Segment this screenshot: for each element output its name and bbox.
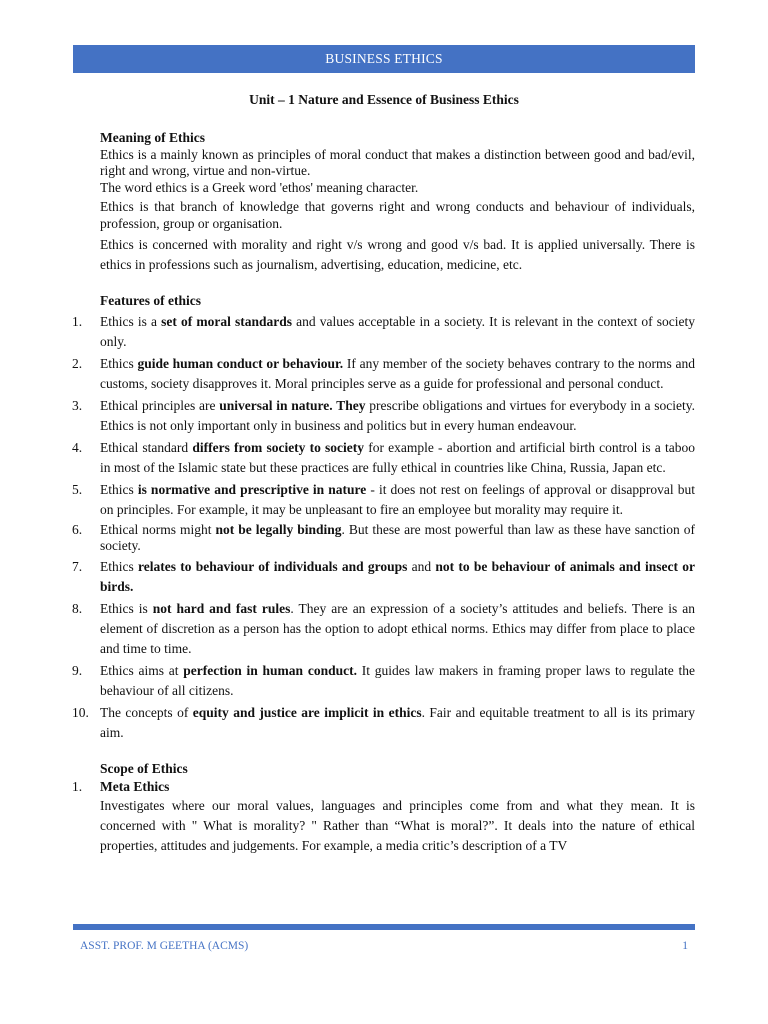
feature-emphasis: equity and justice are implicit in ethics [192, 704, 422, 720]
document-body [72, 130, 696, 858]
list-number: 1. [72, 313, 83, 329]
list-number: 7. [72, 558, 83, 574]
header-title: BUSINESS ETHICS [325, 51, 443, 66]
feature-emphasis: not to be behaviour of animals and insect or birds. [100, 558, 695, 594]
features-heading: Features of ethics [100, 293, 201, 308]
feature-item-2 [72, 354, 695, 394]
list-number: 1. [72, 779, 83, 794]
feature-text: Ethical norms might [100, 521, 216, 537]
feature-text: - it does not rest on feelings of approval or disapproval but on principles. For example, it may be unpleasant to fire an employee but morality may require it. [100, 481, 695, 517]
scope-heading: Scope of Ethics [100, 760, 188, 776]
feature-text: Ethics aims at [100, 662, 184, 678]
feature-text: prescribe obligations and virtues for everybody in a society. Ethics is not only important only in business and politics but in every human endeavour. [100, 397, 695, 433]
list-number: 4. [72, 439, 83, 455]
feature-text: Ethics is [100, 600, 153, 616]
feature-text: . But these are most powerful than law as these have sanction of society. [100, 521, 695, 553]
features-list [72, 312, 696, 743]
list-number: 9. [72, 662, 83, 678]
page-number: 1 [682, 940, 688, 952]
feature-text: Ethics [100, 558, 139, 574]
feature-emphasis: relates to behaviour of individuals and groups [138, 558, 408, 574]
feature-emphasis: differs from society to society [192, 439, 365, 455]
feature-emphasis: universal in nature. They [219, 397, 366, 413]
header-title-bar [73, 45, 695, 73]
feature-item-10 [72, 703, 696, 743]
list-number: 2. [72, 355, 83, 371]
list-number: 6. [72, 521, 83, 537]
feature-text: . Fair and equitable treatment to all is its primary aim. [100, 704, 696, 740]
scope-item-1 [72, 779, 695, 856]
feature-item-4 [72, 438, 695, 478]
feature-item-7 [72, 557, 695, 597]
feature-item-5 [72, 480, 695, 520]
feature-emphasis: not hard and fast rules [152, 600, 291, 616]
scope-item-text: Investigates where our moral values, languages and principles come from and what they mean. It is concerned with " What is morality? " Rather than “What is moral?”. It deals into the nature of ethical properties, attitudes and judgements. For example, a media critic’s description of a TV [100, 797, 695, 853]
list-number: 3. [72, 397, 83, 413]
list-number: 8. [72, 600, 83, 616]
feature-emphasis: not be legally binding [215, 521, 342, 537]
feature-text: Ethical principles are [100, 397, 220, 413]
feature-emphasis: guide human conduct or behaviour. [137, 355, 344, 371]
feature-text: Ethics is a [100, 313, 162, 329]
feature-text: and [407, 558, 436, 574]
meaning-paragraph-2: The word ethics is a Greek word 'ethos' meaning character. [100, 179, 419, 195]
feature-text: and values acceptable in a society. It is relevant in the context of society only. [100, 313, 695, 349]
meaning-paragraph-1: Ethics is a mainly known as principles of moral conduct that makes a distinction between good and bad/evil, right and wrong, virtue and non-virtue. [100, 146, 695, 178]
feature-text: Ethics [100, 355, 138, 371]
feature-emphasis: is normative and prescriptive in nature [137, 481, 367, 497]
feature-text: The concepts of [100, 704, 193, 720]
list-number: 10. [72, 704, 89, 720]
unit-title: Unit – 1 Nature and Essence of Business Ethics [249, 92, 519, 107]
feature-text: Ethical standard [100, 439, 193, 455]
feature-emphasis: set of moral standards [161, 313, 293, 329]
feature-text: If any member of the society behaves contrary to the norms and customs, society disapproves it. Moral principles serve as a guide for professional and personal conduct. [100, 355, 695, 391]
feature-item-3 [72, 396, 695, 436]
feature-item-6 [72, 521, 695, 555]
meaning-heading: Meaning of Ethics [100, 130, 206, 145]
feature-text: Ethics [100, 481, 138, 497]
feature-text: . They are an expression of a society’s attitudes and beliefs. There is an element of discretion as a person has the option to adopt ethical norms. Ethics may differ from place to place and time to time. [100, 600, 695, 656]
feature-item-1 [72, 312, 695, 352]
meaning-paragraph-4: Ethics is concerned with morality and right v/s wrong and good v/s bad. It is applied universally. There is ethics in professions such as journalism, advertising, education, medicine, etc. [100, 237, 695, 272]
list-number: 5. [72, 481, 83, 497]
meaning-paragraph-3: Ethics is that branch of knowledge that governs right and wrong conducts and behaviour of individuals, profession, group or organisation. [100, 199, 695, 231]
feature-item-9 [72, 661, 695, 701]
feature-item-8 [72, 599, 695, 659]
scope-item-title: Meta Ethics [100, 779, 170, 794]
feature-emphasis: perfection in human conduct. [183, 662, 357, 678]
feature-text: for example - abortion and artificial birth control is a taboo in most of the Islamic state but these practices are fully ethical in countries like China, Russia, Japan etc. [100, 439, 695, 475]
footer-author: ASST. PROF. M GEETHA (ACMS) [80, 940, 249, 952]
footer-divider [73, 924, 695, 930]
scope-list [72, 779, 695, 856]
feature-text: It guides law makers in framing proper laws to regulate the behaviour of all citizens. [100, 662, 695, 698]
